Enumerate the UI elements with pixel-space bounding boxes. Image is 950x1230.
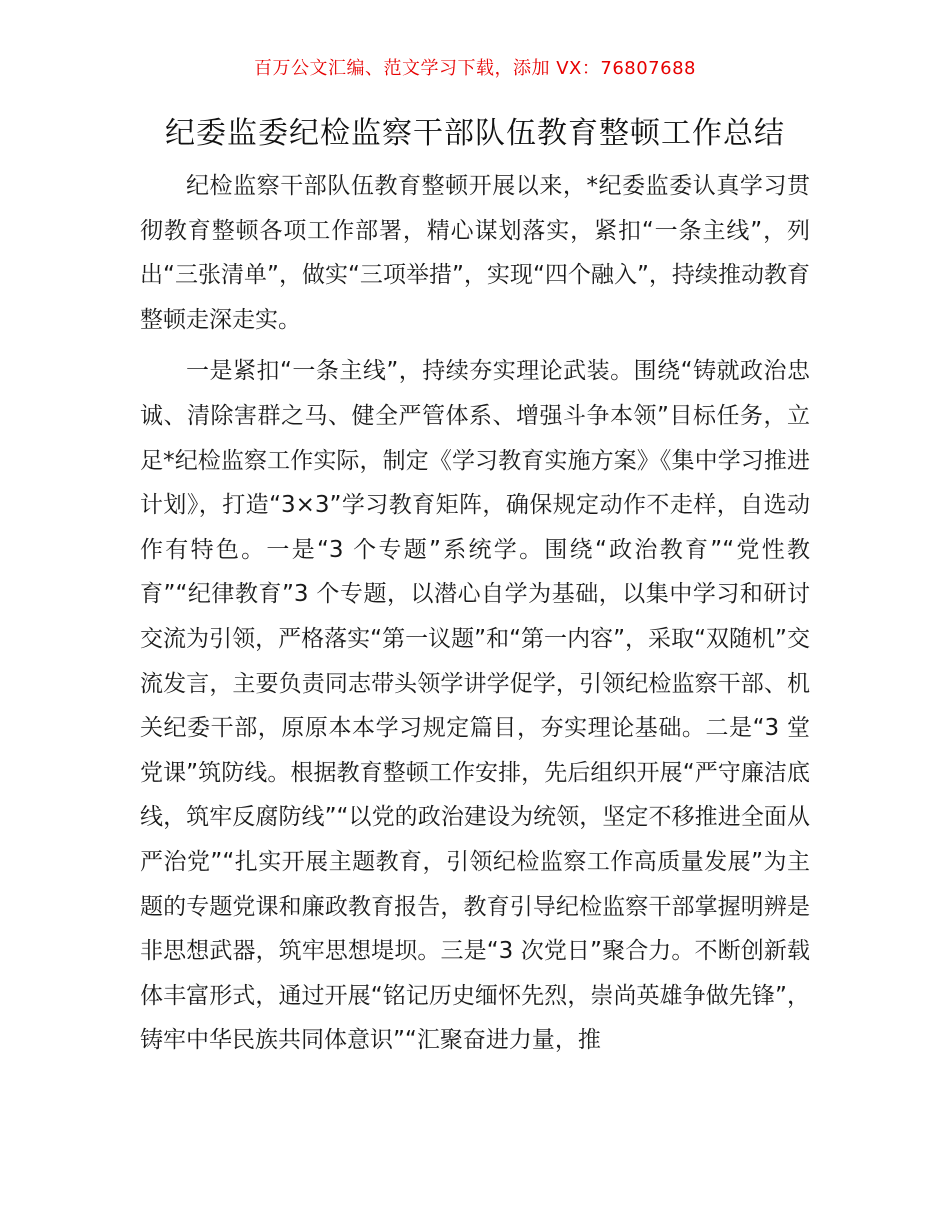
paragraph-main-line: 一是紧扣“一条主线”，持续夯实理论武装。围绕“铸就政治忠诚、清除害群之马、健全严管体系、增强斗争本领”目标任务，立足*纪检监察工作实际，制定《学习教育实施方案》《集中学习推进计划》，打造“3×3”学习教育矩阵，确保规定动作不走样，自选动作有特色。一是“3 个专题”系统学。围绕“政治教育”“党性教育”“纪律教育”3 个专题，以潜心自学为基础，以集中学习和研讨交流为引领，严格落实“第一议题”和“第一内容”，采取“双随机”交流发言，主要负责同志带头领学讲学促学，引领纪检监察干部、机关纪委干部，原原本本学习规定篇目，夯实理论基础。二是“3 堂党课”筑防线。根据教育整顿工作安排，先后组织开展“严守廉洁底线，筑牢反腐防线”“以党的政治建设为统领，坚定不移推进全面从严治党”“扎实开展主题教育，引领纪检监察工作高质量发展”为主题的专题党课和廉政教育报告，教育引导纪检监察干部掌握明辨是非思想武器，筑牢思想堤坝。三是“3 次党日”聚合力。不断创新载体丰富形式，通过开展“铭记历史缅怀先烈，崇尚英雄争做先锋”，铸牢中华民族共同体意识”“汇聚奋进力量，推	[140, 358, 810, 1054]
paragraph-intro: 纪检监察干部队伍教育整顿开展以来，*纪委监委认真学习贯彻教育整顿各项工作部署，精心谋划落实，紧扣“一条主线”，列出“三张清单”，做实“三项举措”，实现“四个融入”，持续推动教育整顿走深走实。	[140, 173, 810, 333]
download-banner: 百万公文汇编、范文学习下载，添加 VX：76807688	[254, 58, 696, 79]
page-title: 纪委监委纪检监察干部队伍教育整顿工作总结	[165, 116, 785, 151]
document-body	[140, 164, 810, 1063]
